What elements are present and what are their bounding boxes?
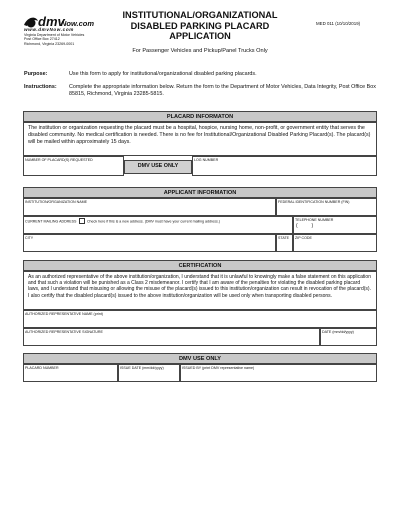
form-number: MED 011 (10/10/2019) [316, 21, 361, 26]
title-line-3: APPLICATION [169, 31, 231, 42]
organization-name-field[interactable] [23, 198, 276, 216]
cert-date-label: DATE (mm/dd/yyyy) [322, 330, 354, 334]
fein-field[interactable] [276, 198, 377, 216]
placard-number-label: PLACARD NUMBER [25, 366, 59, 370]
agency-name: Virginia Department of Motor Vehicles [24, 33, 85, 37]
telephone-field[interactable] [293, 216, 377, 234]
dmv-use-only-header: DMV USE ONLY [23, 353, 377, 364]
certification-header: CERTIFICATION [23, 260, 377, 271]
issue-date-field[interactable] [118, 364, 180, 382]
new-address-checkbox[interactable] [79, 218, 85, 224]
state-label: STATE [278, 236, 290, 240]
purpose-text: Use this form to apply for institutional/organizational disabled parking placards. [69, 71, 257, 77]
issued-by-field[interactable] [180, 364, 377, 382]
telephone-label: TELEPHONE NUMBER [295, 218, 334, 222]
telephone-format: ( ) [296, 222, 314, 229]
rep-signature-label: AUTHORIZED REPRESENTATIVE SIGNATURE [25, 330, 103, 334]
rep-name-field[interactable] [23, 310, 377, 328]
agency-address [24, 33, 84, 46]
mailing-address-field[interactable] [23, 216, 293, 234]
organization-name-label: INSTITUTION/ORGANIZATION NAME [25, 200, 88, 204]
fein-label: FEDERAL IDENTIFICATION NUMBER (FIN) [278, 200, 350, 204]
form-subtitle: For Passenger Vehicles and Pickup/Panel Trucks Only [132, 48, 268, 54]
mailing-address-label: CURRENT MAILING ADDRESS [25, 219, 77, 224]
issue-date-label: ISSUE DATE (mm/dd/yyyy) [120, 366, 164, 370]
agency-city: Richmond, Virginia 23269-0001 [24, 41, 75, 46]
rep-signature-field[interactable] [23, 328, 320, 346]
placard-info-box [23, 122, 377, 156]
rep-name-label: AUTHORIZED REPRESENTATIVE NAME (print) [25, 312, 103, 316]
applicant-info-header: APPLICANT INFORMATION [23, 187, 377, 198]
placard-info-text: The institution or organization requesting the placard must be a hospital, hospice, nursing home, non-profit, or government entity that serves the disabled community. No medical certification is needed. There is no fee for Institutional/Organizational Disabled Parking Placard(s). The placard(s) will be mailed within approximately 15 days. [28, 125, 371, 145]
issued-by-label: ISSUED BY (print DMV representative name) [182, 366, 255, 370]
certification-text: As an authorized representative of the above institution/organization, I understand that it is unlawful to knowingly make a false statement on this application and that such a violation will be punished as a Class 2 misdemeanor. I certify that I am aware of the penalties for violating the disabled parking placard laws, and I understand that misusing or allowing the misuse of the placard(s) issued to this institution/organization can result in revocation of the placard(s). I also certify that the disabled placard(s) issued to the above institution/organization will be used only when transporting disabled persons. [28, 274, 371, 299]
logo-suffix: Now.com [61, 19, 95, 28]
new-address-note: (DMV must have your current mailing address.) [144, 219, 220, 224]
placard-number-field[interactable] [23, 364, 118, 382]
placard-info-header: PLACARD INFORMATON [23, 111, 377, 122]
placards-requested-field[interactable] [23, 156, 124, 176]
new-address-label: Check here if this is a new address. [86, 219, 144, 224]
logo-tagline: www.dmvNow.com [24, 27, 74, 32]
dmv-use-only-badge: DMV USE ONLY [124, 160, 192, 174]
title-line-1: INSTITUTIONAL/ORGANIZATIONAL [122, 10, 278, 20]
city-field[interactable] [23, 234, 276, 252]
zip-field[interactable] [293, 234, 377, 252]
cert-date-field[interactable] [320, 328, 377, 346]
form-title [120, 10, 280, 42]
zip-label: ZIP CODE [295, 236, 312, 240]
log-number-field[interactable] [192, 156, 377, 176]
placards-requested-label: NUMBER OF PLACARD(S) REQUESTED [25, 158, 93, 162]
state-field[interactable] [276, 234, 293, 252]
certification-box [23, 271, 377, 310]
purpose-label: Purpose: [24, 71, 48, 77]
title-line-2: DISABLED PARKING PLACARD [130, 20, 270, 31]
log-number-label: LOG NUMBER [194, 158, 219, 162]
instructions-label: Instructions: [24, 84, 57, 90]
city-label: CITY [25, 236, 34, 240]
instructions-text: Complete the appropriate information below. Return the form to the Department of Motor Vehicles, Data Integrity, Post Office Box 85815, Richmond, Virginia 23285-5815. [69, 84, 376, 97]
logo-text: dmv [38, 14, 65, 29]
agency-po-box: Post Office Box 27412 [24, 37, 60, 42]
